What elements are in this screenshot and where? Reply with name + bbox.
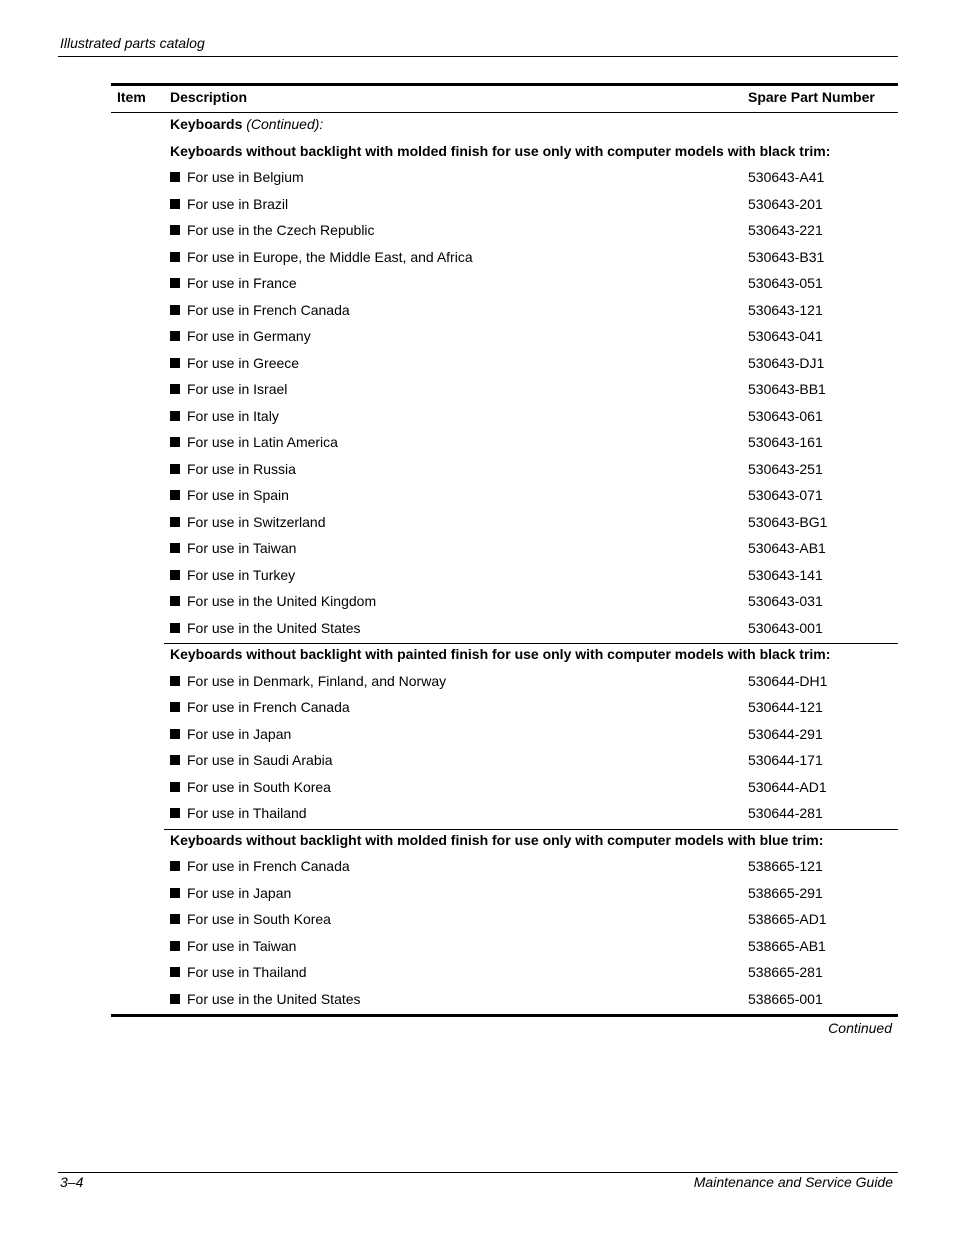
footer-title: Maintenance and Service Guide xyxy=(693,1174,893,1190)
row-spare-part-number: 530643-051 xyxy=(748,275,823,291)
row-spare-part-number: 530643-B31 xyxy=(748,248,825,265)
square-bullet-icon xyxy=(170,358,180,368)
row-description-text: For use in Belgium xyxy=(187,169,304,185)
row-description-text: For use in French Canada xyxy=(187,699,350,715)
table-row xyxy=(111,723,898,750)
table-row xyxy=(111,272,898,299)
row-spare-part-number: 530643-041 xyxy=(748,328,823,344)
table-row xyxy=(111,219,898,246)
row-description-text: For use in Switzerland xyxy=(187,513,326,530)
row-spare-part-number: 530643-121 xyxy=(748,301,823,318)
row-description-text: For use in Russia xyxy=(187,460,296,477)
square-bullet-icon xyxy=(170,411,180,421)
row-spare-part-number: 530643-AB1 xyxy=(748,540,826,556)
square-bullet-icon xyxy=(170,199,180,209)
table-row xyxy=(111,696,898,723)
section-intro-row xyxy=(111,113,898,140)
row-description xyxy=(170,938,296,954)
row-description xyxy=(170,911,331,927)
table-row xyxy=(111,670,898,697)
row-spare-part-number: 538665-281 xyxy=(748,964,823,980)
row-description-text: For use in Germany xyxy=(187,328,311,344)
row-description-text: For use in Japan xyxy=(187,884,292,901)
row-description xyxy=(170,302,350,318)
row-description-text: For use in Japan xyxy=(187,725,292,742)
table-row xyxy=(111,378,898,405)
row-description xyxy=(170,196,288,212)
table-row xyxy=(111,776,898,803)
row-spare-part-number: 530643-141 xyxy=(748,566,823,583)
column-header-spare-part-number: Spare Part Number xyxy=(748,89,875,105)
page-number: 3–4 xyxy=(60,1174,84,1190)
table-row xyxy=(111,431,898,458)
row-description-text: For use in French Canada xyxy=(187,858,350,874)
table-bottom-row xyxy=(111,1014,898,1044)
table-row xyxy=(111,246,898,273)
row-description xyxy=(170,355,299,371)
row-spare-part-number: 530643-BB1 xyxy=(748,381,826,397)
row-description xyxy=(170,673,446,689)
table-header-row xyxy=(111,86,898,113)
row-description-text: For use in Israel xyxy=(187,381,288,397)
group-heading: Keyboards without backlight with molded finish for use only with computer models with blue trim: xyxy=(170,831,824,848)
group-divider xyxy=(164,643,898,644)
table-row xyxy=(111,802,898,829)
row-description-text: For use in the United States xyxy=(187,990,361,1007)
table-row xyxy=(111,537,898,564)
row-description xyxy=(170,858,350,874)
group-heading-row xyxy=(111,643,898,670)
table-row xyxy=(111,590,898,617)
row-description xyxy=(170,328,311,344)
table-row xyxy=(111,352,898,379)
row-spare-part-number: 538665-291 xyxy=(748,884,823,901)
square-bullet-icon xyxy=(170,172,180,182)
header-rule xyxy=(58,56,898,57)
row-description xyxy=(170,726,291,742)
row-spare-part-number: 538665-AB1 xyxy=(748,937,826,954)
row-description-text: For use in the United Kingdom xyxy=(187,593,377,609)
row-description-text: For use in Thailand xyxy=(187,964,307,980)
table-row xyxy=(111,908,898,935)
row-description xyxy=(170,381,287,397)
row-description-text: For use in Turkey xyxy=(187,566,296,583)
square-bullet-icon xyxy=(170,490,180,500)
section-intro xyxy=(170,116,323,132)
square-bullet-icon xyxy=(170,570,180,580)
row-spare-part-number: 530644-171 xyxy=(748,752,823,768)
row-spare-part-number: 530644-AD1 xyxy=(748,778,827,795)
row-description xyxy=(170,779,331,795)
square-bullet-icon xyxy=(170,464,180,474)
table-row xyxy=(111,484,898,511)
square-bullet-icon xyxy=(170,384,180,394)
row-spare-part-number: 530643-DJ1 xyxy=(748,354,825,371)
row-description xyxy=(170,699,350,715)
row-description xyxy=(170,620,361,636)
group-heading: Keyboards without backlight with molded finish for use only with computer models with black trim: xyxy=(170,142,831,159)
continued-label: Continued xyxy=(828,1020,892,1036)
row-spare-part-number: 530644-291 xyxy=(748,725,823,742)
row-description xyxy=(170,434,338,450)
row-spare-part-number: 538665-001 xyxy=(748,990,823,1007)
square-bullet-icon xyxy=(170,808,180,818)
group-heading-row xyxy=(111,829,898,856)
square-bullet-icon xyxy=(170,676,180,686)
row-description xyxy=(170,805,307,821)
square-bullet-icon xyxy=(170,729,180,739)
row-spare-part-number: 530644-121 xyxy=(748,699,823,715)
section-intro-suffix: (Continued): xyxy=(246,116,324,132)
row-description-text: For use in Europe, the Middle East, and Africa xyxy=(187,248,473,265)
row-description xyxy=(170,169,304,185)
row-description xyxy=(170,752,333,768)
square-bullet-icon xyxy=(170,888,180,898)
row-spare-part-number: 530643-251 xyxy=(748,460,823,477)
row-description xyxy=(170,222,375,238)
table-row xyxy=(111,935,898,962)
table-row xyxy=(111,405,898,432)
row-description xyxy=(170,461,296,477)
group-divider xyxy=(164,829,898,830)
row-description-text: For use in Spain xyxy=(187,487,289,503)
row-description-text: For use in Thailand xyxy=(187,805,307,821)
row-description-text: For use in South Korea xyxy=(187,911,331,927)
section-intro-label: Keyboards xyxy=(170,116,243,132)
row-spare-part-number: 530643-221 xyxy=(748,222,823,238)
row-spare-part-number: 538665-AD1 xyxy=(748,911,827,927)
square-bullet-icon xyxy=(170,755,180,765)
row-description xyxy=(170,275,297,291)
row-spare-part-number: 530643-061 xyxy=(748,407,823,424)
running-header: Illustrated parts catalog xyxy=(60,35,205,51)
row-description-text: For use in the Czech Republic xyxy=(187,222,375,238)
row-description-text: For use in Greece xyxy=(187,354,300,371)
table-row xyxy=(111,855,898,882)
row-description xyxy=(170,514,326,530)
column-header-item: Item xyxy=(117,89,146,105)
row-spare-part-number: 530643-201 xyxy=(748,195,823,212)
row-spare-part-number: 530643-BG1 xyxy=(748,513,828,530)
footer-rule xyxy=(58,1172,898,1173)
square-bullet-icon xyxy=(170,623,180,633)
row-description-text: For use in South Korea xyxy=(187,778,331,795)
table-row xyxy=(111,749,898,776)
square-bullet-icon xyxy=(170,331,180,341)
column-header-description: Description xyxy=(170,89,248,105)
row-description-text: For use in Saudi Arabia xyxy=(187,752,333,768)
row-spare-part-number: 530643-A41 xyxy=(748,169,825,185)
row-description-text: For use in Brazil xyxy=(187,195,289,212)
square-bullet-icon xyxy=(170,596,180,606)
square-bullet-icon xyxy=(170,437,180,447)
table-row xyxy=(111,617,898,644)
row-description-text: For use in Denmark, Finland, and Norway xyxy=(187,672,447,689)
table-row xyxy=(111,299,898,326)
row-description xyxy=(170,487,289,503)
table-row xyxy=(111,961,898,988)
table-row xyxy=(111,564,898,591)
row-spare-part-number: 530643-001 xyxy=(748,619,823,636)
row-spare-part-number: 538665-121 xyxy=(748,858,823,874)
row-description xyxy=(170,567,295,583)
square-bullet-icon xyxy=(170,941,180,951)
square-bullet-icon xyxy=(170,994,180,1004)
row-description xyxy=(170,540,296,556)
square-bullet-icon xyxy=(170,782,180,792)
square-bullet-icon xyxy=(170,252,180,262)
square-bullet-icon xyxy=(170,967,180,977)
row-spare-part-number: 530643-071 xyxy=(748,487,823,503)
row-description xyxy=(170,991,361,1007)
table-row xyxy=(111,458,898,485)
group-heading: Keyboards without backlight with painted finish for use only with computer models with black trim: xyxy=(170,646,831,662)
table-row xyxy=(111,193,898,220)
table-row xyxy=(111,325,898,352)
square-bullet-icon xyxy=(170,914,180,924)
table-row xyxy=(111,988,898,1015)
square-bullet-icon xyxy=(170,305,180,315)
square-bullet-icon xyxy=(170,517,180,527)
row-description-text: For use in Taiwan xyxy=(187,937,297,954)
row-spare-part-number: 530643-161 xyxy=(748,434,823,450)
row-spare-part-number: 530643-031 xyxy=(748,593,823,609)
square-bullet-icon xyxy=(170,278,180,288)
row-description xyxy=(170,249,473,265)
row-description-text: For use in France xyxy=(187,275,297,291)
table-row xyxy=(111,166,898,193)
row-description xyxy=(170,964,307,980)
row-description-text: For use in Latin America xyxy=(187,434,338,450)
square-bullet-icon xyxy=(170,225,180,235)
row-description xyxy=(170,885,291,901)
row-description xyxy=(170,408,279,424)
row-description-text: For use in Italy xyxy=(187,407,279,424)
table-row xyxy=(111,882,898,909)
table-body xyxy=(111,140,898,1015)
square-bullet-icon xyxy=(170,861,180,871)
square-bullet-icon xyxy=(170,543,180,553)
row-spare-part-number: 530644-DH1 xyxy=(748,672,828,689)
group-heading-row xyxy=(111,140,898,167)
row-description xyxy=(170,593,376,609)
row-description-text: For use in the United States xyxy=(187,619,361,636)
parts-table xyxy=(111,83,898,1044)
row-description-text: For use in Taiwan xyxy=(187,540,297,556)
square-bullet-icon xyxy=(170,702,180,712)
table-row xyxy=(111,511,898,538)
row-description-text: For use in French Canada xyxy=(187,301,350,318)
row-spare-part-number: 530644-281 xyxy=(748,805,823,821)
